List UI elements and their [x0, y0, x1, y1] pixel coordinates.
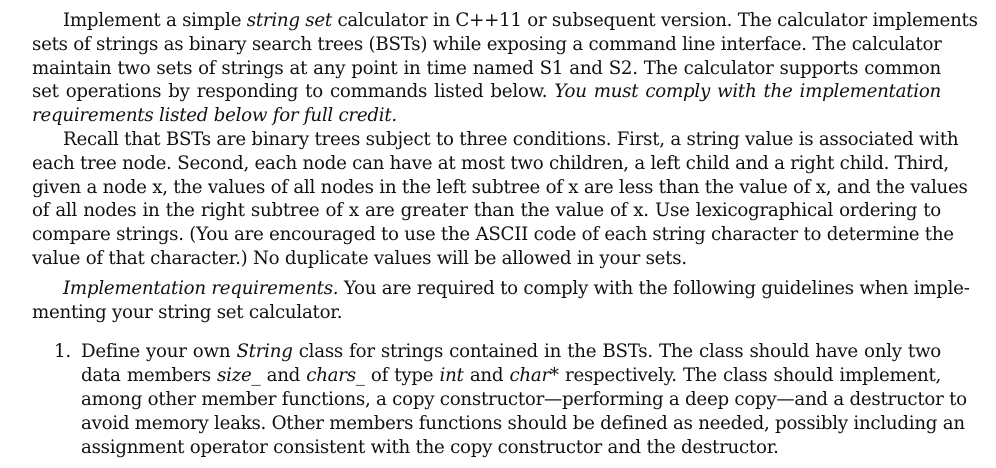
- text-line: [81, 364, 941, 388]
- text-line: [32, 104, 941, 128]
- list-item-number: 1.: [54, 341, 71, 363]
- list-item: [32, 340, 967, 459]
- text-line: [32, 9, 978, 33]
- emphasis-text: String: [236, 341, 293, 363]
- emphasis-text: Implementation requirements.: [63, 277, 339, 299]
- paragraph-intro: [32, 9, 978, 128]
- text-line: [81, 412, 965, 436]
- text-line: [32, 176, 968, 200]
- text-line: [81, 340, 941, 364]
- text-line: [32, 199, 941, 223]
- text-run: and: [260, 365, 307, 387]
- text-run: each tree node. Second, each node can have at most two children, a left child and a right child. Third,: [32, 152, 949, 174]
- text-run: Implement a simple: [63, 10, 247, 31]
- text-run: respectively. The class should implement,: [558, 365, 942, 387]
- emphasis-text: chars_: [306, 365, 365, 387]
- requirements-list: [32, 340, 967, 459]
- text-run: calculator in C++11 or subsequent version. The calculator implements: [331, 10, 978, 31]
- paragraph-implementation-requirements: [32, 277, 970, 325]
- text-line: [32, 277, 970, 301]
- emphasis-text: size_: [217, 365, 261, 387]
- text-line: [32, 152, 949, 176]
- text-run: class for strings contained in the BSTs. The class should have only two: [292, 341, 942, 363]
- text-run: avoid memory leaks. Other members functions should be defined as needed, possibly including an: [81, 412, 965, 434]
- text-run: of type: [364, 365, 440, 387]
- text-line: [32, 301, 941, 325]
- text-run: given a node x, the values of all nodes in the left subtree of x are less than the value of x, and the values: [32, 176, 968, 198]
- emphasis-text: char*: [509, 365, 559, 387]
- text-line: [32, 57, 941, 81]
- list-gap: [32, 324, 941, 340]
- text-run: compare strings. (You are encouraged to use the ASCII code of each string character to determine the: [32, 224, 954, 246]
- text-line: [32, 247, 941, 271]
- text-run: maintain two sets of strings at any point in time named S1 and S2. The calculator supports common: [32, 57, 941, 79]
- document-body: [32, 9, 978, 459]
- text-run: menting your string set calculator.: [32, 301, 343, 323]
- text-run: and: [463, 365, 510, 387]
- emphasis-text: int: [439, 365, 464, 387]
- text-line: [32, 80, 941, 104]
- text-run: sets of strings as binary search trees (BSTs) while exposing a command line interface. The calculator: [32, 33, 942, 55]
- text-run: You are required to comply with the following guidelines when imple-: [338, 277, 970, 299]
- text-run: Define your own: [81, 341, 237, 363]
- text-run: of all nodes in the right subtree of x are greater than the value of x. Use lexicographical ordering to: [32, 200, 941, 222]
- emphasis-text: string set: [246, 10, 332, 31]
- text-line: [32, 128, 959, 152]
- text-line: [81, 388, 967, 412]
- text-line: [32, 33, 941, 57]
- text-run: set operations by responding to commands listed below.: [32, 81, 555, 103]
- emphasis-text: requirements listed below for full credit.: [32, 105, 397, 127]
- text-run: value of that character.) No duplicate values will be allowed in your sets.: [32, 247, 687, 269]
- text-run: assignment operator consistent with the copy constructor and the destructor.: [81, 436, 779, 458]
- emphasis-text: You must comply with the implementation: [554, 81, 941, 103]
- paragraph-bst-definition: [32, 128, 968, 271]
- text-run: data members: [81, 365, 218, 387]
- text-run: Recall that BSTs are binary trees subject to three conditions. First, a string value is associated with: [63, 128, 959, 150]
- text-run: among other member functions, a copy constructor—performing a deep copy—and a destructor to: [81, 388, 967, 410]
- text-line: [32, 223, 954, 247]
- text-line: [81, 436, 941, 460]
